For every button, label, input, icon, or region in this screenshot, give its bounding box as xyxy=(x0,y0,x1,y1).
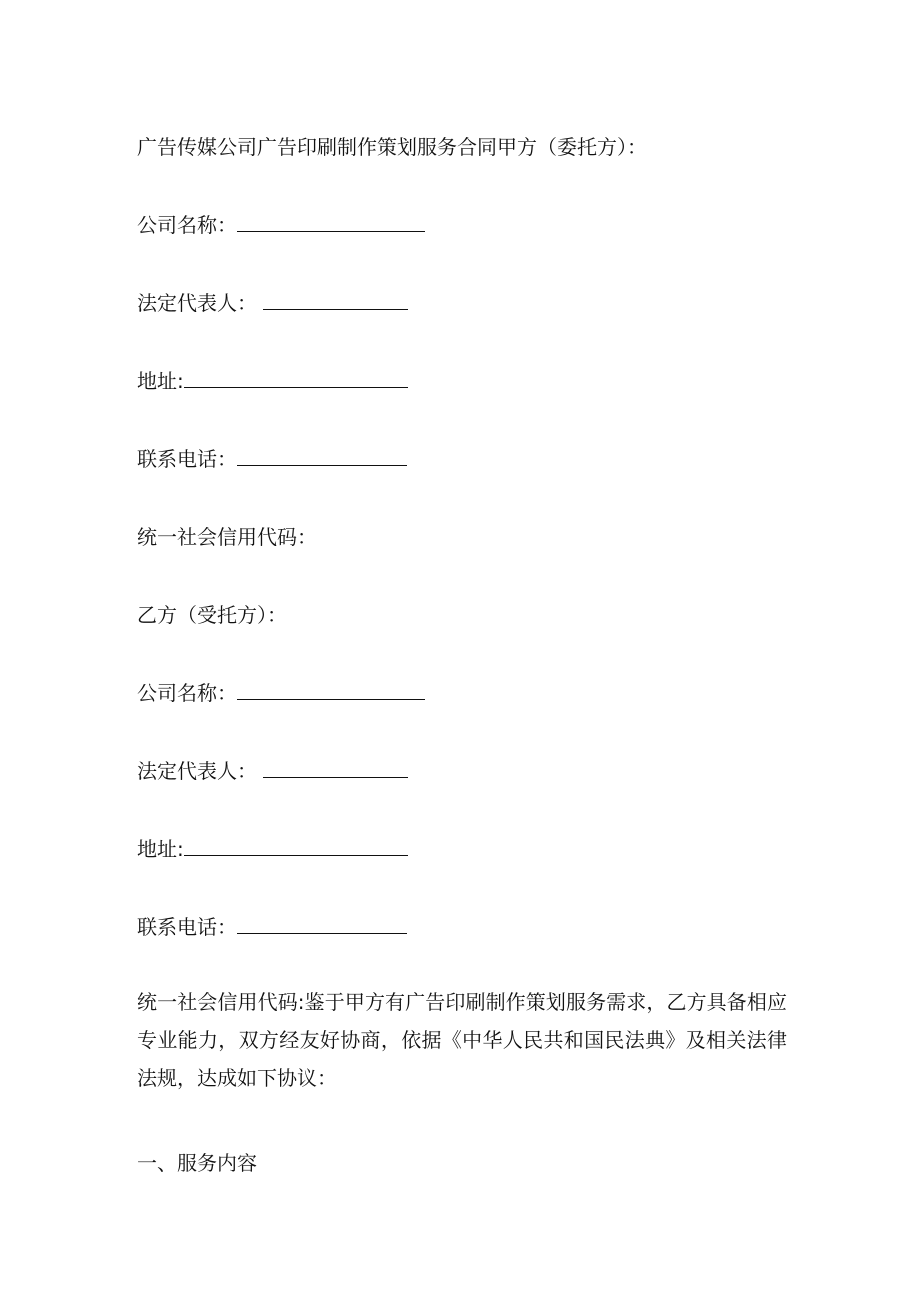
party-a-credit-code-label: 统一社会信用代码： xyxy=(137,525,317,549)
party-a-address-label: 地址: xyxy=(137,369,184,393)
party-a-address-row xyxy=(137,367,408,395)
party-a-company-name-blank[interactable] xyxy=(237,211,425,232)
party-b-address-blank[interactable] xyxy=(184,835,408,856)
party-b-company-name-label: 公司名称： xyxy=(137,681,237,705)
party-b-company-name-blank[interactable] xyxy=(237,679,425,700)
party-b-heading-row xyxy=(137,601,287,629)
party-b-legal-rep-label: 法定代表人： xyxy=(137,759,257,783)
party-b-company-name-row xyxy=(137,679,425,707)
party-a-company-name-label: 公司名称： xyxy=(137,213,237,237)
party-b-legal-rep-blank[interactable] xyxy=(263,757,408,778)
party-b-phone-blank[interactable] xyxy=(237,913,407,934)
party-b-phone-label: 联系电话： xyxy=(137,915,237,939)
section-1-heading-row xyxy=(137,1149,257,1177)
preamble-paragraph: 统一社会信用代码:鉴于甲方有广告印刷制作策划服务需求，乙方具备相应专业能力，双方经友好协商，依据《中华人民共和国民法典》及相关法律法规，达成如下协议： xyxy=(137,990,787,1090)
party-a-legal-rep-blank[interactable] xyxy=(263,289,408,310)
party-a-address-blank[interactable] xyxy=(184,367,408,388)
party-a-legal-rep-row xyxy=(137,289,408,317)
section-1-heading: 一、服务内容 xyxy=(137,1151,257,1175)
contract-title-text: 广告传媒公司广告印刷制作策划服务合同甲方（委托方）： xyxy=(137,135,647,159)
party-b-address-row xyxy=(137,835,408,863)
party-b-legal-rep-row xyxy=(137,757,408,785)
party-a-phone-blank[interactable] xyxy=(237,445,407,466)
party-b-phone-row xyxy=(137,913,407,941)
party-a-company-name-row xyxy=(137,211,425,239)
party-a-legal-rep-label: 法定代表人： xyxy=(137,291,257,315)
party-b-heading: 乙方（受托方）： xyxy=(137,603,287,627)
party-a-credit-code-row xyxy=(137,523,317,551)
party-a-phone-row xyxy=(137,445,407,473)
party-b-address-label: 地址: xyxy=(137,837,184,861)
contract-title-line xyxy=(137,133,647,161)
party-a-phone-label: 联系电话： xyxy=(137,447,237,471)
